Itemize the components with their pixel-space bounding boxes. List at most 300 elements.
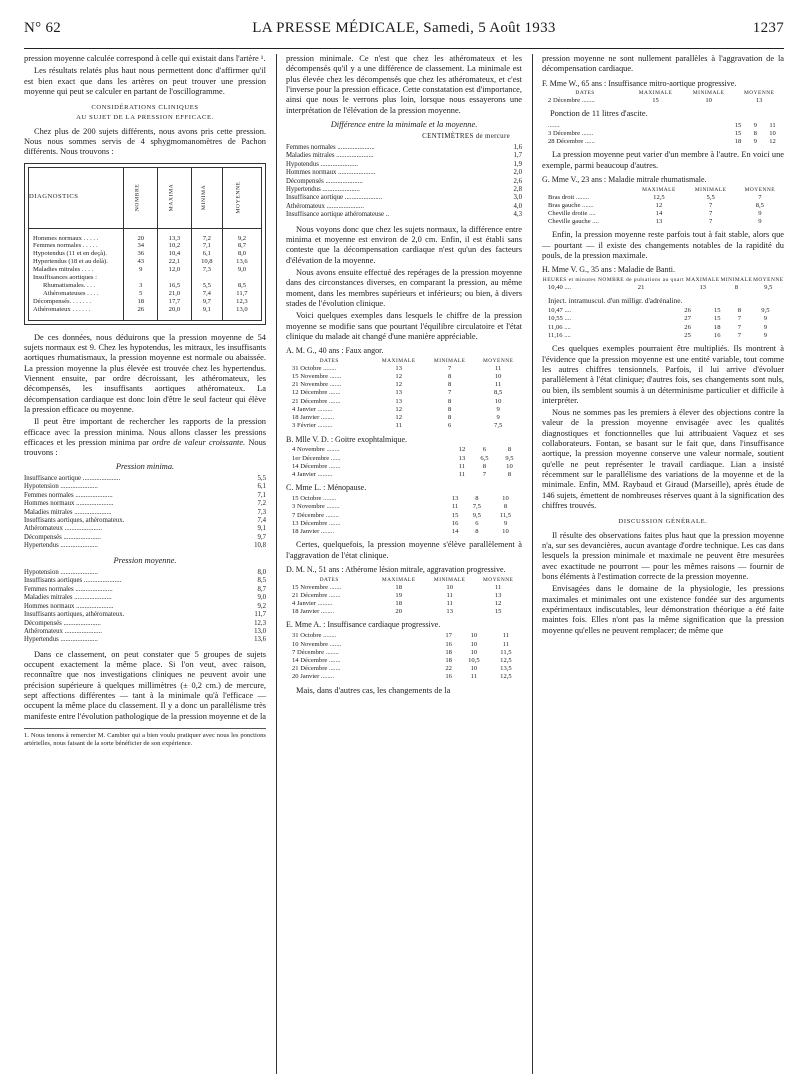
list-item-value: 7,3 [257, 508, 266, 516]
list-item-label: Insuffisants aortiques, athéromateux. [24, 611, 125, 619]
table-cell: 28 Décembre ...... [548, 138, 595, 146]
table-cell: 6 [448, 422, 452, 430]
table-cell: 22 [445, 665, 452, 673]
table-cell: 2 Décembre ........ [548, 97, 595, 105]
table-row [286, 673, 522, 681]
table-cell: 7 [737, 331, 742, 339]
table-cell: 26 [684, 307, 691, 315]
table-cell: 8 [753, 129, 757, 137]
paragraph: Voici quelques exemples dans lesquels le chiffre de la pression moyenne se modifie sans que pourtant l'équilibre circulatoire et l'état clinique du malade ait changé d'une manière appréciable. [286, 311, 522, 341]
list-item-value: 9,2 [257, 602, 266, 610]
list-item-label: Maladies mitrales ...................... [24, 508, 112, 516]
list-item-value: 7,4 [257, 516, 266, 524]
column-divider-right [532, 54, 533, 1074]
column-header [124, 168, 158, 229]
minima-list [24, 475, 266, 551]
case-table [542, 277, 784, 292]
column-header-label: NOMBRE [134, 184, 141, 212]
table-cell: 15 Novembre ....... [292, 583, 342, 591]
table-cell: 8 [448, 381, 452, 389]
table-cell: 8 [503, 503, 508, 511]
table-cell: 16 [445, 673, 452, 681]
table-cell: 13 [395, 397, 402, 405]
case-heading: H. Mme V. G., 35 ans : Maladie de Banti. [542, 265, 676, 275]
table-cell: 7 Décembre ........ [292, 511, 339, 519]
table-cell: 8 [475, 528, 479, 536]
list-item [24, 542, 266, 550]
list-item [24, 500, 266, 508]
table-cell: 22,1 [158, 258, 192, 266]
column-header: MINIMALE [692, 90, 725, 97]
list-item-label: Athéromateux ...................... [286, 202, 364, 210]
table-row [542, 210, 784, 218]
case-heading: B. Mlle V. D. : Goitre exophtalmique. [286, 434, 408, 444]
column-header: HEURES et minutes [542, 277, 596, 284]
table-row [29, 282, 261, 290]
column-2 [286, 54, 522, 698]
table-cell: 10,8 [191, 258, 222, 266]
table-cell: 10 [494, 397, 502, 405]
table-cell: 11 [458, 462, 466, 470]
column-header: MAXIMALE [381, 358, 416, 365]
column-header-label: DIAGNOSTICS [29, 193, 79, 201]
list-item-value: 8,0 [257, 568, 266, 576]
list-item [24, 603, 266, 611]
column-header [222, 168, 261, 229]
table-cell: 10 [470, 632, 478, 640]
list-item [24, 628, 266, 636]
table-cell: 18 [395, 600, 402, 608]
table-cell: 3 Novembre ........ [292, 503, 340, 511]
column-header: MAXIMALE [638, 90, 673, 97]
list-item [286, 211, 522, 219]
procedure-note: Inject. intramuscul. d'un milligr. d'adrénaline. [548, 296, 683, 306]
table-cell: 8 [507, 446, 512, 454]
list-item-label: Hypertendus ...................... [286, 186, 360, 194]
difference-list [286, 144, 522, 220]
list-item-label: Insuffisance aortique ...................... [286, 194, 383, 202]
table-cell: 18 [395, 583, 402, 591]
table-cell: Bras droit ........ [548, 193, 590, 201]
column-header: MINIMALE [433, 576, 466, 583]
table-cell [222, 274, 261, 282]
list-item-label: Décompensés ...................... [286, 177, 363, 185]
table-row [542, 324, 784, 332]
list-item-label: Athéromateux ...................... [24, 525, 102, 533]
table-cell: 4 Janvier ......... [292, 600, 333, 608]
table-cell: 7 [709, 209, 713, 217]
table-row [29, 258, 261, 266]
paragraph: Nous voyons donc que chez les sujets normaux, la différence entre minima et moyenne est environ de 2,0 cm. Enfin, il est établi sans conteste que la décompensation cardiaque n'est qu'un des facteurs d'élévation de la moyenne. [286, 224, 522, 265]
list-item-value: 7,2 [257, 500, 266, 508]
table-cell: 7 [709, 218, 713, 226]
table-cell: 16 [451, 519, 459, 527]
list-item [24, 534, 266, 542]
table-cell: 8 [737, 307, 742, 315]
table-row [29, 266, 261, 274]
list-item-label: Insuffisants aortiques, athéromateux. [24, 516, 125, 524]
table-cell [158, 274, 192, 282]
table-cell: 11 [495, 583, 502, 591]
table-cell: 7,2 [191, 235, 222, 243]
case-table [542, 90, 784, 105]
table-cell: 18 Janvier ........ [292, 528, 335, 536]
table-cell: 11,5 [499, 511, 512, 519]
list-item-label: Hommes normaux ...................... [286, 169, 376, 177]
list-item-label: Hypotension ...................... [24, 483, 98, 491]
table-cell: 13 [699, 283, 707, 291]
case-table [286, 446, 522, 479]
table-cell: 20 Janvier ........ [292, 673, 335, 681]
table-cell: 10 [470, 665, 478, 673]
table-cell: 21 Novembre ....... [292, 381, 342, 389]
table-cell: Athéromateuses . . . . [43, 289, 99, 297]
paragraph: Nous avons ensuite effectué des repérages de la pression moyenne dans des circonstances diverses, en comparant la pression, au même moment, dans les membres supérieurs et inférieurs; ou bien, à divers stades de l'évolution clinique. [286, 268, 522, 308]
table-row [286, 528, 522, 536]
table-cell: Insuffisances aortiques : [33, 274, 97, 282]
list-item-value: 1,7 [513, 152, 522, 160]
table-cell: 7,4 [191, 290, 222, 298]
list-item-label: Hypertendus ...................... [24, 542, 98, 550]
table-cell: 11 [495, 364, 502, 372]
table-cell: 6 [482, 446, 487, 454]
table-row [286, 446, 522, 454]
table-cell: 20 [395, 608, 402, 616]
column-header: DATES [319, 358, 339, 365]
table-row [29, 298, 261, 306]
table-cell: 9,0 [222, 266, 261, 274]
table-cell: 9,5 [761, 307, 770, 315]
table-cell: 9 [496, 405, 500, 413]
table-cell: 10 [705, 97, 712, 105]
list-item [286, 186, 522, 194]
table-cell: 15 Octobre ........ [292, 495, 337, 503]
column-header: DATES [575, 90, 595, 97]
table-cell: 5,5 [706, 193, 715, 201]
case-heading: E. Mme A. : Insuffisance cardiaque progressive. [286, 620, 441, 630]
table-cell: Maladies mitrales . . . . [33, 266, 94, 274]
table-row [286, 406, 522, 414]
case-table [286, 577, 522, 617]
paragraph: Chez plus de 200 sujets différents, nous avons pris cette pression. Nous nous sommes servis de 4 sphygmomanomètres de Pachon différents. Nous trouvons : [24, 126, 266, 157]
list-item-value: 2,8 [513, 186, 522, 194]
list-item [24, 475, 266, 483]
case-table [286, 358, 522, 431]
table-cell: 14 [451, 528, 459, 536]
table-row [286, 365, 522, 373]
table-cell: 12,0 [158, 266, 192, 274]
table-cell: 10 [502, 495, 509, 503]
table-cell: 18 Janvier ........ [292, 414, 335, 422]
table-cell: 8 [448, 373, 452, 381]
table-row [29, 290, 261, 298]
table-cell: 8 [475, 495, 479, 503]
list-item [24, 517, 266, 525]
list-item [24, 525, 266, 533]
table-cell: 10,2 [158, 242, 192, 250]
table-cell: 15 [734, 121, 742, 129]
column-header: MINIMALE [433, 358, 466, 365]
table-cell: 10 [769, 129, 776, 137]
list-item-label: Décompensés ...................... [24, 619, 101, 627]
column-header [191, 168, 222, 229]
table-cell: 21 Décembre ....... [292, 665, 341, 673]
table-cell: 12 [395, 381, 402, 389]
list-item [24, 509, 266, 517]
column-header: MAXIMALE [642, 186, 676, 193]
list-item [286, 161, 522, 169]
table-cell: 7,1 [191, 242, 222, 250]
table-cell: 10 [446, 583, 453, 591]
list-item [24, 586, 266, 594]
table-cell: 34 [124, 242, 158, 250]
table-row [286, 373, 522, 381]
list-item [24, 636, 266, 644]
table-cell: ....... [548, 121, 560, 129]
paragraph: Les résultats relatés plus haut nous permettent donc d'affirmer qu'il est bien exact que dans les artères on peut trouver une pression moyenne qui peut se calculer en partant de l'oscillogramme. [24, 66, 266, 96]
table-cell: 14 Décembre ....... [292, 657, 341, 665]
list-item-value: 9,7 [257, 533, 266, 541]
procedure-note: Ponction de 11 litres d'ascite. [550, 109, 648, 119]
list-item-value: 2,6 [513, 177, 522, 185]
table-cell: 11 [395, 422, 402, 430]
column-1 [24, 54, 266, 749]
table-cell: 16 [445, 640, 452, 648]
table-cell: 9,1 [191, 306, 222, 314]
journal-page [24, 14, 784, 1074]
paragraph: Envisagées dans le domaine de la physiologie, les pressions maximales et minimales ont une existence fondée sur des arguments expérimentaux indiscutables, leur démonstration théorique a été faite maintes fois. Elles n'ont pas la même signification que la pression moyenne qu'elles ne peuvent remplacer; de même que [542, 584, 784, 635]
list-item-value: 4,3 [513, 211, 522, 219]
table-cell: 9,7 [191, 298, 222, 306]
table-row [542, 97, 784, 105]
list-item-value: 6,1 [257, 483, 266, 491]
page-header [24, 14, 784, 44]
table-cell: 7 [737, 323, 742, 331]
table-cell: 12,3 [222, 298, 261, 306]
paragraph: Il résulte des observations faites plus haut que la pression moyenne n'a, sur ses devancières, aucun avantage d'ordre technique. Les cas dans lesquels la pression minimale et maximale ne peuvent être mesurées avec exactitude ne pourront — pour les mêmes raisons — fournir de bons éléments à l'estimation correcte de la pression moyenne. [542, 530, 784, 581]
table-cell: 7 Décembre ........ [292, 648, 339, 656]
table-cell: 10,40 .... [548, 283, 572, 291]
table-cell: 10,5 [468, 657, 480, 665]
table-cell: 9 [753, 138, 757, 146]
table-cell: 11 [769, 121, 776, 129]
list-item [24, 569, 266, 577]
table-cell: 10,47 .... [548, 307, 572, 315]
list-item [286, 203, 522, 211]
journal-title: LA PRESSE MÉDICALE, Samedi, 5 Août 1933 [252, 20, 556, 36]
list-item [286, 178, 522, 186]
table-cell: 10 [506, 462, 513, 470]
table-cell: 11 [502, 632, 510, 640]
list-item [24, 620, 266, 628]
table-cell: 11 [451, 503, 459, 511]
table-cell: 27 [684, 315, 691, 323]
table-cell: 9 [758, 218, 762, 226]
table-cell: 13 [655, 218, 663, 226]
case-table [286, 495, 522, 536]
table-row [286, 600, 522, 608]
table-cell: 13 [494, 591, 502, 599]
list-item-value: 2,0 [513, 169, 522, 177]
table-cell: 16 [713, 331, 721, 339]
column-header [158, 168, 192, 229]
table-cell: 25 [684, 331, 691, 339]
paragraph: De ces données, nous déduirons que la pression moyenne de 54 sujets normaux est 9. Chez les hypotendus, les mitraux, les insuffisants aortiques rhumatismaux, la pression moyenne est normale ou abaissée. La pression moyenne la plus élevée est trouvée chez les hypertendus. Viennent ensuite, par ordre décroissant, les athéromateux, les décompensés, les insuffisants aortiques athéromateux. La décompensation cardiaque est donc loin d'être le seul facteur qui élève la pression efficace ou moyenne. [24, 332, 266, 414]
table-cell: 11 [446, 600, 453, 608]
table-cell: 18 [713, 323, 721, 331]
paragraph: Nous ne sommes pas les premiers à élever des objections contre la valeur de la pression moyenne envisagée avec les qualités diagnostiques et fonctionnelles que lui attribuaient Vaquez et ses collaborateurs. Fontan, se basant sur le fait que, dans l'insuffisance aortique, la pression moyenne conserve une valeur normale, soutient qu'elle ne peut représenter le travail cardiaque. Lian a insisté récemment sur le parallélisme des variations de la moyenne et de la minimale. Enfin, MM. Raybaud et Giraud (Marseille), après étude de 146 sujets, émettent de nombreuses réserves quant à la signification des chiffres trouvés. [542, 408, 784, 511]
table-row [286, 455, 522, 463]
table-cell: 13 [458, 454, 466, 462]
paragraph: La pression moyenne peut varier d'un membre à l'autre. En voici une exemple, parmi beaucoup d'autres. [542, 150, 784, 170]
table-cell: 11,16 .... [548, 331, 571, 339]
table-cell: 8 [448, 405, 452, 413]
table-cell: 8,5 [222, 282, 261, 290]
table-cell: 12 [458, 446, 466, 454]
table-cell: 13,6 [222, 258, 261, 266]
table-cell: 11,7 [222, 290, 261, 298]
table-cell: 8 [507, 471, 512, 479]
case-table [542, 307, 784, 340]
paragraph: pression minimale. Ce n'est que chez les athéromateux et les décompensés qu'il y a une différence de classement. La minimale est plus élevée chez les décompensés que chez les athéromateux, et c'est l'inverse pour la pression efficace. Cette constatation est d'importance, ainsi que nous le verrons plus loin, lorsque nous essayerons une interprétation de l'élévation de la pression moyenne. [286, 54, 522, 115]
table-cell: 13,5 [500, 665, 512, 673]
table-cell: 36 [124, 250, 158, 258]
table-cell: 9,5 [472, 511, 481, 519]
table-cell: 17 [445, 632, 452, 640]
list-item [24, 492, 266, 500]
table-cell: 5,5 [191, 282, 222, 290]
table-cell: 31 Octobre ........ [292, 364, 337, 372]
case-heading: A. M. G., 40 ans : Faux angor. [286, 346, 384, 356]
list-item-label: Athéromateux ...................... [24, 627, 102, 635]
table-row [542, 307, 784, 315]
table-cell: 3 Février ......... [292, 422, 333, 430]
list-item-label: Insuffisants aortiques ...................... [24, 577, 122, 585]
case-table [542, 187, 784, 227]
list-item-label: Insuffisance aortique ...................... [24, 474, 121, 482]
table-cell: 3 Décembre ....... [548, 129, 594, 137]
table-cell: 15 Novembre ....... [292, 373, 342, 381]
table-cell: 11 [446, 591, 453, 599]
table-cell: 18 [124, 298, 158, 306]
table-cell: 9 [503, 519, 508, 527]
list-item-label: Décompensés ...................... [24, 533, 101, 541]
list-item-value: 13,6 [254, 636, 266, 644]
column-header [542, 187, 632, 194]
table-cell: 4 Janvier ......... [292, 405, 333, 413]
table-row [286, 422, 522, 430]
list-item [24, 577, 266, 585]
table-cell: 12,5 [653, 193, 665, 201]
paragraph: Certes, quelquefois, la pression moyenne s'élève parallèlement à l'aggravation de l'état clinique. [286, 540, 522, 560]
table-cell: 12,5 [500, 657, 512, 665]
table-row [542, 315, 784, 323]
table-cell: 11 [470, 673, 478, 681]
table-row [542, 332, 784, 340]
table-cell: 18 [734, 138, 742, 146]
table-cell: Rhumatismales. . . . [43, 281, 96, 289]
table-cell: 5 [124, 290, 158, 298]
list-item-label: Femmes normales ...................... [286, 143, 375, 151]
column-header: MOYENNE [753, 277, 784, 284]
list-item-label: Hommes normaux ...................... [24, 602, 114, 610]
table-cell: 10 [502, 528, 509, 536]
table-cell: 7 [448, 364, 452, 372]
table-cell: 18 [445, 648, 452, 656]
table-row [29, 274, 261, 282]
table-row [286, 649, 522, 657]
table-row [286, 657, 522, 665]
column-header: MOYENNE [482, 576, 514, 583]
table-cell: 21 Décembre ....... [292, 591, 341, 599]
column-header-label: MINIMA [201, 185, 208, 211]
table-cell: Hommes normaux . . . . . [33, 234, 99, 242]
table-cell: 19 [395, 591, 402, 599]
table-cell: 14 [655, 209, 663, 217]
table-cell: 1er Décembre ...... [292, 454, 341, 462]
list-title: Pression moyenne. [113, 555, 177, 565]
table-cell: 11 [458, 471, 466, 479]
list-item [24, 483, 266, 491]
table-cell: 7 [448, 389, 452, 397]
list-item-value: 8,7 [257, 585, 266, 593]
table-cell: 12 [395, 414, 402, 422]
column-header: MINIMALE [720, 277, 753, 284]
section-subtitle: AU SUJET DE LA PRESSION EFFICACE. [76, 114, 214, 122]
table-cell: 43 [124, 258, 158, 266]
table-cell: 9,2 [222, 235, 261, 243]
column-header: MOYENNE [744, 186, 776, 193]
column-header: MINIMALE [694, 186, 727, 193]
list-item-value: 13,0 [254, 627, 266, 635]
table-cell: Bras gauche ....... [548, 201, 594, 209]
table-cell: 15 [494, 608, 502, 616]
table-cell: 8 [448, 414, 452, 422]
list-item-value: 5,5 [257, 474, 266, 482]
table-cell: Hypertendus (18 et au delà). [33, 258, 108, 266]
table-row [286, 398, 522, 406]
table-row [542, 122, 784, 130]
list-item-value: 10,8 [254, 542, 266, 550]
list-item-value: 8,5 [257, 577, 266, 585]
column-header: DATES [319, 576, 339, 583]
table-cell: Décompensés. . . . . . . [33, 297, 92, 305]
table-cell: 13 [451, 495, 459, 503]
table-cell: 15 [451, 511, 459, 519]
list-item-value: 9,0 [257, 594, 266, 602]
table-row [286, 665, 522, 673]
table-row [286, 389, 522, 397]
list-item-value: 1,6 [513, 143, 522, 151]
table-cell: Cheville gauche .... [548, 218, 599, 226]
table-cell: 8,7 [222, 242, 261, 250]
list-item [286, 144, 522, 152]
table-cell: 12 [395, 405, 402, 413]
issue-number: N° 62 [24, 20, 62, 36]
paragraph: Mais, dans d'autres cas, les changements de la [296, 685, 451, 695]
table-cell: 15 [713, 315, 721, 323]
column-header: MAXIMALE [685, 277, 720, 284]
table-row [29, 250, 261, 258]
list-item-label: Femmes normales ...................... [24, 585, 113, 593]
paragraph: Dans ce classement, on peut constater que 5 groupes de sujets occupent exactement la même place. Si l'on veut, avec raison, reconnaître que nos investigations cliniques ne peuvent avoir une précision supérieure à quelques millimètres (± 0,2 cm.) de mercure, sept affections différentes — tant à la minimale qu'à l'efficace — occupent la même place du classement. Il y a donc un parallélisme très manifeste entre l'évolution pathologique de la pression moyenne et de la [24, 649, 266, 721]
table-cell: 9,5 [764, 283, 773, 291]
column-header: NOMBRE de pulsations au quart [598, 277, 685, 284]
list-item [286, 169, 522, 177]
table-cell: 8,5 [755, 201, 764, 209]
paragraph: Enfin, la pression moyenne reste parfois tout à fait stable, alors que — pourtant — il existe des changements notables de la rapidité du pouls, de la pression maximale. [542, 230, 784, 261]
table-row [542, 284, 784, 292]
